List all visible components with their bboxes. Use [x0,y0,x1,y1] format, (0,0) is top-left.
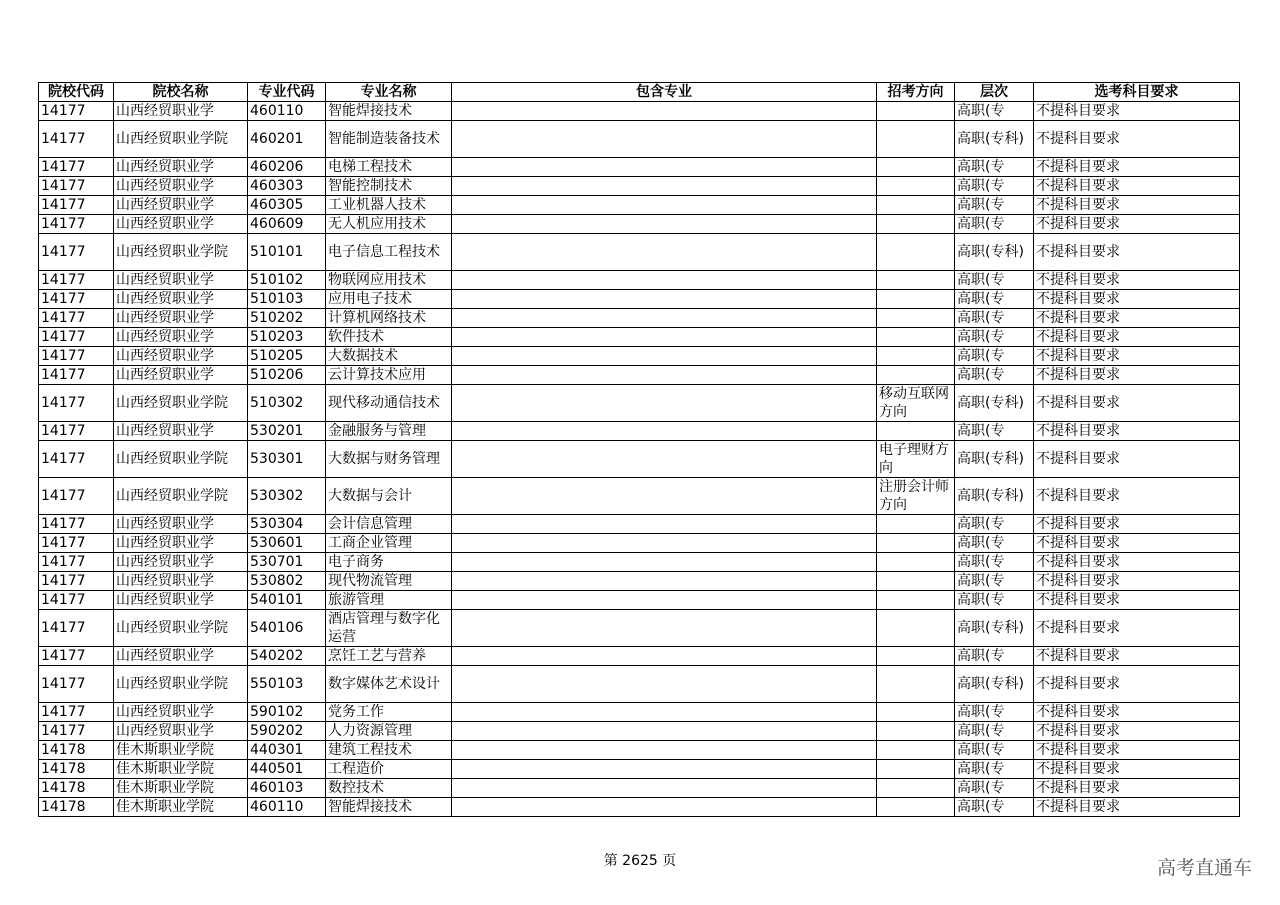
cell-major-code: 590102 [248,703,326,722]
cell-level: 高职(专 [955,177,1034,196]
cell-school-code: 14177 [39,158,114,177]
cell-subject-requirement: 不提科目要求 [1034,102,1240,121]
cell-included-majors [452,553,877,572]
cell-level: 高职(专科) [955,610,1034,647]
cell-level: 高职(专科) [955,234,1034,271]
cell-included-majors [452,741,877,760]
cell-major-name: 现代物流管理 [326,572,452,591]
cell-major-name: 人力资源管理 [326,722,452,741]
cell-subject-requirement: 不提科目要求 [1034,572,1240,591]
cell-major-name: 烹饪工艺与营养 [326,647,452,666]
cell-major-name: 数控技术 [326,779,452,798]
cell-major-code: 510203 [248,328,326,347]
table-body [39,102,1240,817]
cell-major-code: 530301 [248,441,326,478]
cell-direction [877,591,955,610]
cell-major-name: 智能焊接技术 [326,102,452,121]
cell-direction [877,177,955,196]
cell-school-name: 山西经贸职业学 [114,271,248,290]
cell-subject-requirement: 不提科目要求 [1034,422,1240,441]
cell-school-code: 14177 [39,703,114,722]
cell-included-majors [452,328,877,347]
cell-subject-requirement: 不提科目要求 [1034,647,1240,666]
cell-major-code: 460110 [248,102,326,121]
cell-subject-requirement: 不提科目要求 [1034,591,1240,610]
cell-major-name: 金融服务与管理 [326,422,452,441]
table-row [39,515,1240,534]
cell-major-code: 510101 [248,234,326,271]
cell-school-name: 山西经贸职业学 [114,196,248,215]
cell-school-name: 山西经贸职业学 [114,591,248,610]
cell-included-majors [452,610,877,647]
cell-direction [877,666,955,703]
cell-major-code: 460303 [248,177,326,196]
table-row [39,158,1240,177]
cell-included-majors [452,121,877,158]
cell-included-majors [452,647,877,666]
header-school-name: 院校名称 [114,83,248,102]
admissions-table [38,82,1240,817]
cell-included-majors [452,591,877,610]
cell-school-code: 14177 [39,215,114,234]
cell-subject-requirement: 不提科目要求 [1034,177,1240,196]
cell-included-majors [452,722,877,741]
table-row [39,196,1240,215]
table-row [39,347,1240,366]
cell-direction [877,215,955,234]
cell-subject-requirement: 不提科目要求 [1034,121,1240,158]
cell-major-code: 460103 [248,779,326,798]
cell-level: 高职(专 [955,515,1034,534]
cell-level: 高职(专 [955,572,1034,591]
cell-level: 高职(专 [955,760,1034,779]
table-row [39,309,1240,328]
cell-included-majors [452,196,877,215]
cell-level: 高职(专 [955,422,1034,441]
cell-direction [877,422,955,441]
cell-school-name: 山西经贸职业学 [114,366,248,385]
cell-included-majors [452,515,877,534]
table-row [39,215,1240,234]
cell-school-code: 14177 [39,478,114,515]
cell-subject-requirement: 不提科目要求 [1034,553,1240,572]
cell-level: 高职(专科) [955,666,1034,703]
cell-school-name: 山西经贸职业学 [114,534,248,553]
cell-direction: 移动互联网方向 [877,385,955,422]
cell-major-code: 510205 [248,347,326,366]
table-row [39,271,1240,290]
cell-school-code: 14177 [39,722,114,741]
cell-included-majors [452,215,877,234]
cell-major-name: 电子商务 [326,553,452,572]
cell-level: 高职(专科) [955,441,1034,478]
table-row [39,441,1240,478]
cell-school-name: 佳木斯职业学院 [114,779,248,798]
cell-level: 高职(专科) [955,478,1034,515]
table-row [39,290,1240,309]
cell-major-code: 530304 [248,515,326,534]
table-row [39,591,1240,610]
cell-school-name: 山西经贸职业学院 [114,610,248,647]
cell-level: 高职(专 [955,779,1034,798]
cell-subject-requirement: 不提科目要求 [1034,478,1240,515]
cell-major-name: 大数据与会计 [326,478,452,515]
cell-school-name: 山西经贸职业学 [114,703,248,722]
cell-direction [877,328,955,347]
cell-school-code: 14177 [39,328,114,347]
cell-direction [877,647,955,666]
cell-major-name: 无人机应用技术 [326,215,452,234]
cell-level: 高职(专 [955,703,1034,722]
cell-major-code: 460609 [248,215,326,234]
cell-subject-requirement: 不提科目要求 [1034,215,1240,234]
cell-school-name: 山西经贸职业学 [114,158,248,177]
cell-direction [877,271,955,290]
cell-level: 高职(专科) [955,121,1034,158]
cell-major-code: 440301 [248,741,326,760]
cell-school-name: 山西经贸职业学 [114,515,248,534]
cell-subject-requirement: 不提科目要求 [1034,779,1240,798]
cell-direction [877,309,955,328]
table-row [39,177,1240,196]
cell-included-majors [452,478,877,515]
cell-included-majors [452,366,877,385]
cell-major-code: 510206 [248,366,326,385]
cell-direction: 电子理财方向 [877,441,955,478]
cell-school-code: 14177 [39,121,114,158]
cell-level: 高职(专 [955,271,1034,290]
cell-school-code: 14177 [39,534,114,553]
cell-major-name: 工业机器人技术 [326,196,452,215]
cell-school-code: 14177 [39,572,114,591]
cell-level: 高职(专 [955,366,1034,385]
cell-direction: 注册会计师方向 [877,478,955,515]
cell-major-code: 460305 [248,196,326,215]
cell-level: 高职(专 [955,722,1034,741]
cell-major-name: 智能焊接技术 [326,798,452,817]
cell-direction [877,515,955,534]
cell-level: 高职(专 [955,534,1034,553]
cell-direction [877,234,955,271]
cell-included-majors [452,760,877,779]
table-row [39,798,1240,817]
cell-direction [877,760,955,779]
cell-included-majors [452,534,877,553]
cell-school-code: 14177 [39,309,114,328]
cell-included-majors [452,158,877,177]
cell-direction [877,572,955,591]
cell-subject-requirement: 不提科目要求 [1034,515,1240,534]
cell-major-name: 旅游管理 [326,591,452,610]
cell-major-code: 510102 [248,271,326,290]
table-row [39,553,1240,572]
cell-major-name: 软件技术 [326,328,452,347]
cell-major-name: 会计信息管理 [326,515,452,534]
cell-school-code: 14177 [39,385,114,422]
table-row [39,610,1240,647]
table-row [39,741,1240,760]
cell-subject-requirement: 不提科目要求 [1034,366,1240,385]
table-row [39,779,1240,798]
cell-school-name: 山西经贸职业学 [114,647,248,666]
table-row [39,722,1240,741]
cell-major-code: 440501 [248,760,326,779]
header-major-name: 专业名称 [326,83,452,102]
cell-major-code: 530601 [248,534,326,553]
cell-included-majors [452,572,877,591]
cell-level: 高职(专 [955,798,1034,817]
cell-direction [877,102,955,121]
cell-subject-requirement: 不提科目要求 [1034,703,1240,722]
cell-subject-requirement: 不提科目要求 [1034,196,1240,215]
watermark: 高考直通车 [1156,857,1252,879]
cell-direction [877,366,955,385]
cell-level: 高职(专科) [955,385,1034,422]
cell-school-code: 14178 [39,741,114,760]
cell-major-name: 大数据技术 [326,347,452,366]
table-header-row [39,83,1240,102]
cell-subject-requirement: 不提科目要求 [1034,328,1240,347]
cell-major-name: 计算机网络技术 [326,309,452,328]
cell-subject-requirement: 不提科目要求 [1034,666,1240,703]
cell-school-name: 山西经贸职业学 [114,422,248,441]
table-row [39,121,1240,158]
cell-major-name: 电子信息工程技术 [326,234,452,271]
cell-direction [877,798,955,817]
cell-school-code: 14177 [39,234,114,271]
cell-subject-requirement: 不提科目要求 [1034,271,1240,290]
table-row [39,422,1240,441]
cell-direction [877,722,955,741]
cell-included-majors [452,441,877,478]
cell-level: 高职(专 [955,591,1034,610]
cell-school-name: 佳木斯职业学院 [114,798,248,817]
cell-level: 高职(专 [955,309,1034,328]
cell-major-name: 大数据与财务管理 [326,441,452,478]
cell-school-code: 14177 [39,666,114,703]
header-school-code: 院校代码 [39,83,114,102]
table-row [39,666,1240,703]
cell-school-code: 14177 [39,610,114,647]
cell-school-name: 山西经贸职业学院 [114,666,248,703]
cell-major-name: 建筑工程技术 [326,741,452,760]
cell-major-name: 智能控制技术 [326,177,452,196]
cell-direction [877,779,955,798]
cell-major-name: 现代移动通信技术 [326,385,452,422]
cell-level: 高职(专 [955,102,1034,121]
cell-level: 高职(专 [955,553,1034,572]
cell-school-name: 山西经贸职业学 [114,572,248,591]
header-major-code: 专业代码 [248,83,326,102]
cell-school-name: 山西经贸职业学院 [114,441,248,478]
cell-subject-requirement: 不提科目要求 [1034,610,1240,647]
cell-level: 高职(专 [955,741,1034,760]
cell-included-majors [452,798,877,817]
cell-school-name: 山西经贸职业学 [114,328,248,347]
cell-included-majors [452,666,877,703]
cell-school-name: 山西经贸职业学院 [114,385,248,422]
cell-major-name: 工商企业管理 [326,534,452,553]
cell-subject-requirement: 不提科目要求 [1034,534,1240,553]
cell-school-name: 山西经贸职业学 [114,722,248,741]
cell-subject-requirement: 不提科目要求 [1034,741,1240,760]
cell-school-code: 14177 [39,591,114,610]
cell-direction [877,741,955,760]
cell-school-name: 佳木斯职业学院 [114,760,248,779]
cell-school-code: 14177 [39,196,114,215]
cell-school-name: 山西经贸职业学院 [114,234,248,271]
cell-direction [877,553,955,572]
cell-direction [877,158,955,177]
cell-major-name: 数字媒体艺术设计 [326,666,452,703]
cell-school-name: 山西经贸职业学 [114,102,248,121]
cell-subject-requirement: 不提科目要求 [1034,347,1240,366]
cell-school-name: 山西经贸职业学 [114,177,248,196]
cell-major-code: 510103 [248,290,326,309]
header-level: 层次 [955,83,1034,102]
cell-level: 高职(专 [955,347,1034,366]
cell-major-code: 540101 [248,591,326,610]
cell-included-majors [452,271,877,290]
cell-subject-requirement: 不提科目要求 [1034,722,1240,741]
cell-subject-requirement: 不提科目要求 [1034,158,1240,177]
cell-major-code: 530802 [248,572,326,591]
cell-included-majors [452,102,877,121]
cell-level: 高职(专 [955,647,1034,666]
cell-subject-requirement: 不提科目要求 [1034,385,1240,422]
cell-included-majors [452,385,877,422]
cell-major-name: 工程造价 [326,760,452,779]
cell-school-name: 山西经贸职业学院 [114,121,248,158]
cell-direction [877,610,955,647]
table-row [39,478,1240,515]
cell-school-code: 14177 [39,647,114,666]
cell-direction [877,534,955,553]
cell-included-majors [452,422,877,441]
cell-school-code: 14177 [39,347,114,366]
cell-direction [877,290,955,309]
cell-school-code: 14177 [39,441,114,478]
table-row [39,534,1240,553]
cell-school-name: 佳木斯职业学院 [114,741,248,760]
cell-school-code: 14178 [39,760,114,779]
cell-major-name: 酒店管理与数字化运营 [326,610,452,647]
cell-school-name: 山西经贸职业学院 [114,478,248,515]
cell-subject-requirement: 不提科目要求 [1034,798,1240,817]
cell-major-code: 590202 [248,722,326,741]
cell-major-code: 530701 [248,553,326,572]
cell-major-name: 云计算技术应用 [326,366,452,385]
cell-school-code: 14177 [39,102,114,121]
cell-school-name: 山西经贸职业学 [114,215,248,234]
header-included-majors: 包含专业 [452,83,877,102]
cell-major-code: 540106 [248,610,326,647]
table-row [39,234,1240,271]
table-row [39,328,1240,347]
cell-school-name: 山西经贸职业学 [114,553,248,572]
cell-level: 高职(专 [955,328,1034,347]
cell-school-name: 山西经贸职业学 [114,309,248,328]
cell-major-code: 550103 [248,666,326,703]
cell-school-code: 14177 [39,271,114,290]
cell-school-code: 14177 [39,177,114,196]
cell-school-code: 14177 [39,366,114,385]
cell-major-code: 460110 [248,798,326,817]
cell-direction [877,121,955,158]
cell-major-code: 530302 [248,478,326,515]
cell-major-code: 540202 [248,647,326,666]
header-direction: 招考方向 [877,83,955,102]
cell-direction [877,347,955,366]
cell-major-code: 530201 [248,422,326,441]
cell-major-code: 510302 [248,385,326,422]
cell-level: 高职(专 [955,158,1034,177]
cell-subject-requirement: 不提科目要求 [1034,234,1240,271]
cell-school-code: 14177 [39,290,114,309]
cell-included-majors [452,234,877,271]
cell-school-code: 14178 [39,798,114,817]
cell-subject-requirement: 不提科目要求 [1034,760,1240,779]
cell-included-majors [452,779,877,798]
cell-included-majors [452,703,877,722]
cell-school-name: 山西经贸职业学 [114,347,248,366]
cell-school-code: 14177 [39,553,114,572]
table-row [39,366,1240,385]
header-subject-requirement: 选考科目要求 [1034,83,1240,102]
cell-included-majors [452,290,877,309]
cell-major-code: 460206 [248,158,326,177]
cell-major-name: 党务工作 [326,703,452,722]
cell-subject-requirement: 不提科目要求 [1034,290,1240,309]
table-row [39,703,1240,722]
cell-direction [877,703,955,722]
table-row [39,102,1240,121]
cell-major-name: 应用电子技术 [326,290,452,309]
page-number: 第 2625 页 [603,853,677,869]
cell-school-name: 山西经贸职业学 [114,290,248,309]
cell-school-code: 14177 [39,422,114,441]
cell-major-name: 电梯工程技术 [326,158,452,177]
cell-major-name: 智能制造装备技术 [326,121,452,158]
cell-level: 高职(专 [955,196,1034,215]
cell-school-code: 14178 [39,779,114,798]
cell-subject-requirement: 不提科目要求 [1034,309,1240,328]
table-row [39,647,1240,666]
cell-level: 高职(专 [955,215,1034,234]
cell-included-majors [452,347,877,366]
table-row [39,760,1240,779]
cell-major-name: 物联网应用技术 [326,271,452,290]
cell-subject-requirement: 不提科目要求 [1034,441,1240,478]
cell-included-majors [452,177,877,196]
table-row [39,572,1240,591]
cell-major-code: 460201 [248,121,326,158]
cell-level: 高职(专 [955,290,1034,309]
cell-school-code: 14177 [39,515,114,534]
cell-included-majors [452,309,877,328]
table-row [39,385,1240,422]
cell-major-code: 510202 [248,309,326,328]
cell-direction [877,196,955,215]
